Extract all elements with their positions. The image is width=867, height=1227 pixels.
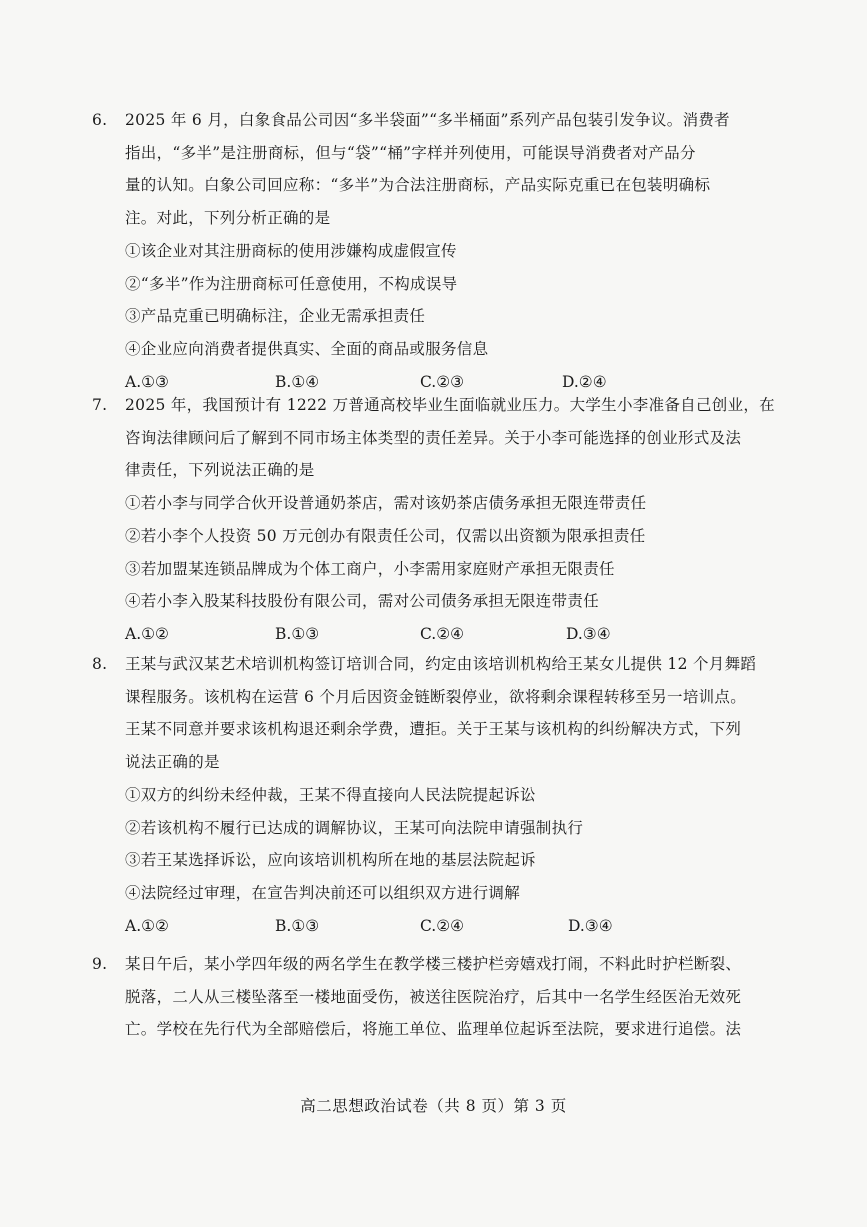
stem-line: 注。对此，下列分析正确的是 [125,209,331,228]
stem-line: 律责任，下列说法正确的是 [125,461,315,480]
question-9 [92,948,782,1046]
statement: ④若小李入股某科技股份有限公司，需对公司债务承担无限连带责任 [125,592,600,611]
statement: ④法院经过审理，在宣告判决前还可以组织双方进行调解 [125,883,521,902]
stem-line: 王某不同意并要求该机构退还剩余学费，遭拒。关于王某与该机构的纠纷解决方式，下列 [125,720,742,739]
stem-line: 某日午后，某小学四年级的两名学生在教学楼三楼护栏旁嬉戏打闹，不料此时护栏断裂、 [125,955,742,973]
question-number: 8. [92,655,108,673]
stem-line: 课程服务。该机构在运营 6 个月后因资金链断裂停业，欲将剩余课程转移至另一培训点。 [125,687,747,706]
statement: ②若该机构不履行已达成的调解协议，王某可向法院申请强制执行 [125,818,584,837]
option-c: C.②④ [420,624,465,643]
option-a: A.①③ [125,372,169,391]
option-a: A.①② [125,624,169,643]
statement: ①该企业对其注册商标的使用涉嫌构成虚假宣传 [125,241,457,260]
statement: ④企业应向消费者提供真实、全面的商品或服务信息 [125,339,489,358]
option-d: D.③④ [568,916,613,935]
stem-line: 量的认知。白象公司回应称：“多半”为合法注册商标，产品实际克重已在包装明确标 [125,176,711,195]
option-b: B.①④ [275,372,320,391]
question-7 [92,389,782,651]
question-6 [92,104,782,399]
question-8 [92,648,782,943]
option-d: D.③④ [566,624,611,643]
statement: ③产品克重已明确标注，企业无需承担责任 [125,307,426,326]
answer-options [125,910,782,943]
stem-line: 指出，“多半”是注册商标，但与“袋”“桶”字样并列使用，可能误导消费者对产品分 [125,143,696,162]
question-number: 7. [92,396,108,414]
page-footer: 高二思想政治试卷（共 8 页）第 3 页 [300,1097,567,1115]
option-b: B.①③ [275,624,320,643]
question-number: 6. [92,111,108,129]
statement: ③若加盟某连锁品牌成为个体工商户，小李需用家庭财产承担无限责任 [125,559,615,578]
stem-line: 王某与武汉某艺术培训机构签订培训合同，约定由该培训机构给王某女儿提供 12 个月舞蹈 [125,655,757,673]
option-c: C.②④ [420,916,465,935]
question-number: 9. [92,955,108,973]
statement: ②若小李个人投资 50 万元创办有限责任公司，仅需以出资额为限承担责任 [125,526,646,545]
option-c: C.②③ [420,372,465,391]
option-b: B.①③ [275,916,320,935]
stem-line: 说法正确的是 [125,753,220,772]
answer-options [125,618,782,651]
stem-line: 脱落，二人从三楼坠落至一楼地面受伤，被送往医院治疗，后其中一名学生经医治无效死 [125,987,742,1006]
stem-line: 2025 年 6 月，白象食品公司因“多半袋面”“多半桶面”系列产品包装引发争议。消费者 [125,111,730,129]
statement: ②“多半”作为注册商标可任意使用，不构成误导 [125,274,458,293]
stem-line: 咨询法律顾问后了解到不同市场主体类型的责任差异。关于小李可能选择的创业形式及法 [125,428,742,447]
statement: ①双方的纠纷未经仲裁，王某不得直接向人民法院提起诉讼 [125,785,536,804]
stem-line: 2025 年，我国预计有 1222 万普通高校毕业生面临就业压力。大学生小李准备自己创业，在 [125,396,775,414]
statement: ①若小李与同学合伙开设普通奶茶店，需对该奶茶店债务承担无限连带责任 [125,494,647,513]
option-d: D.②④ [562,372,607,391]
stem-line: 亡。学校在先行代为全部赔偿后，将施工单位、监理单位起诉至法院，要求进行追偿。法 [125,1020,742,1039]
statement: ③若王某选择诉讼，应向该培训机构所在地的基层法院起诉 [125,851,536,870]
option-a: A.①② [125,916,169,935]
